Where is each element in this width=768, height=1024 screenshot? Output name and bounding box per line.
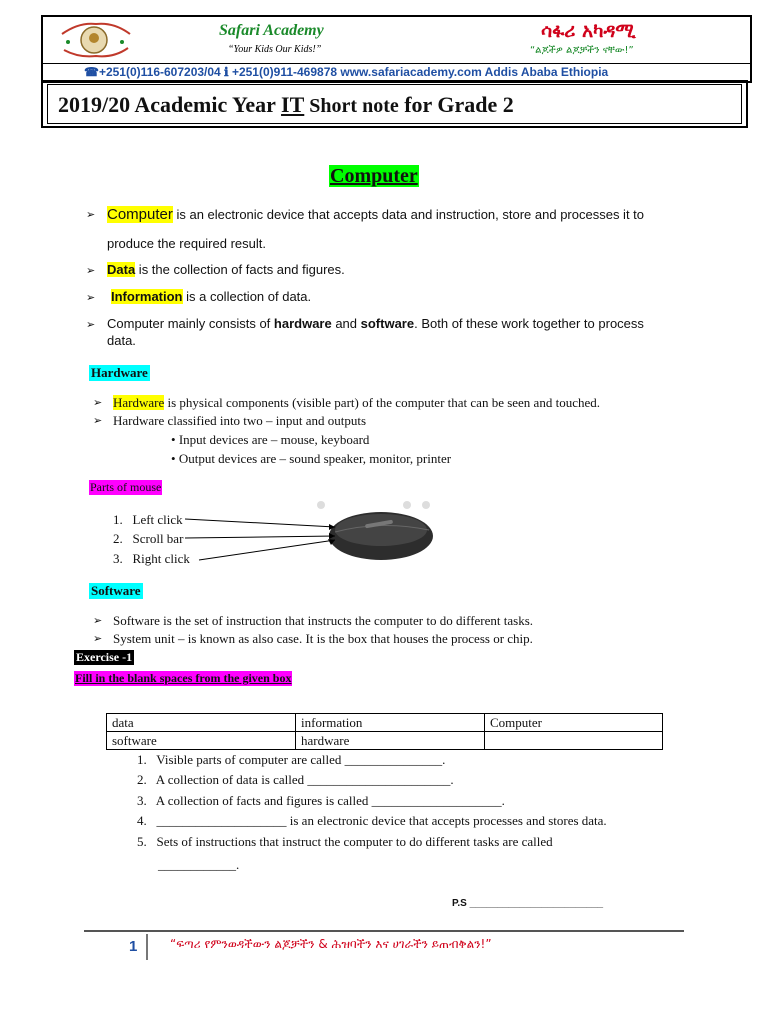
letterhead-top	[41, 15, 752, 65]
bullet-hardware-classified: Hardware classified into two – input and outputs	[113, 413, 367, 428]
brand-name-english: Safari Academy	[219, 22, 324, 39]
mouse-part-3: 3. Right click	[113, 551, 190, 566]
table-row	[107, 732, 663, 750]
table-cell: hardware	[296, 732, 485, 750]
mouse-part-2: 2. Scroll bar	[113, 531, 184, 546]
bullet-software: Software is the set of instruction that instructs the computer to do different tasks.	[113, 613, 534, 628]
main-heading: Computer	[330, 165, 418, 187]
bullet-computer-cont: produce the required result.	[107, 236, 266, 251]
bullet-hardware-software-cont: data.	[107, 333, 136, 348]
table-cell: information	[296, 714, 485, 732]
bullet-hardware-definition: Hardware is physical components (visible part) of the computer that can be seen and touched.	[113, 395, 600, 410]
footer-separator	[146, 934, 148, 960]
contact-info: ☎+251(0)116-607203/04 ℹ +251(0)911-469878 www.safariacademy.com Addis Ababa Ethiopia	[84, 65, 609, 79]
question-5-cont: ____________.	[158, 857, 240, 872]
table-cell	[485, 732, 663, 750]
section-heading-software: Software	[91, 583, 141, 598]
arrow-bullet-icon: ➢	[93, 614, 103, 627]
page-number: 1	[129, 938, 138, 955]
table-cell: Computer	[485, 714, 663, 732]
sub-bullet-output: • Output devices are – sound speaker, monitor, printer	[171, 451, 452, 466]
bullet-system-unit: System unit – is known as also case. It is the box that houses the process or chip.	[113, 631, 533, 646]
footer-motto: “ፍጣሪ የምንወዳችውን ልጆቻችን & ሕዝባችን እና ሀገራችን ይጠብቅልን!”	[170, 937, 492, 951]
arrow-bullet-icon: ➢	[86, 291, 96, 304]
computer-mouse-image	[185, 496, 445, 576]
question-1: 1. Visible parts of computer are called _______________.	[137, 752, 446, 767]
ps-signature-line: P.S ________________________	[452, 898, 604, 909]
section-heading-hardware: Hardware	[91, 365, 148, 380]
bullet-information: Information is a collection of data.	[111, 289, 312, 304]
word-bank-table	[106, 713, 663, 750]
question-5: 5. Sets of instructions that instruct the computer to do different tasks are called	[137, 834, 553, 849]
footer-divider	[84, 930, 684, 932]
brand-tagline-amharic: “ልጆችዎ ልጆቻችን ናቸው!”	[530, 45, 634, 56]
exercise-label: Exercise -1	[76, 650, 133, 664]
sub-bullet-input: • Input devices are – mouse, keyboard	[171, 432, 370, 447]
arrow-bullet-icon: ➢	[86, 318, 96, 331]
bullet-hardware-software: Computer mainly consists of hardware and software. Both of these work together to process	[107, 316, 644, 331]
question-2: 2. A collection of data is called ______________________.	[137, 772, 454, 787]
brand-tagline-english: “Your Kids Our Kids!”	[228, 44, 322, 55]
arrow-bullet-icon: ➢	[86, 264, 96, 277]
bullet-data: Data is the collection of facts and figures.	[107, 262, 345, 277]
arrow-bullet-icon: ➢	[93, 632, 103, 645]
bullet-computer: Computer is an electronic device that accepts data and instruction, store and processes it to	[107, 206, 645, 223]
question-3: 3. A collection of facts and figures is called ____________________.	[137, 793, 505, 808]
page-title: 2019/20 Academic Year IT Short note for Grade 2	[47, 84, 742, 124]
table-cell: software	[107, 732, 296, 750]
arrow-bullet-icon: ➢	[86, 208, 96, 221]
mouse-part-1: 1. Left click	[113, 512, 183, 527]
table-cell: data	[107, 714, 296, 732]
section-heading-mouse: Parts of mouse	[90, 480, 162, 494]
question-4: 4. ____________________ is an electronic device that accepts processes and stores data.	[137, 813, 607, 828]
safari-academy-logo	[54, 20, 138, 58]
table-row	[107, 714, 663, 732]
exercise-instruction: Fill in the blank spaces from the given box	[75, 671, 292, 685]
brand-name-amharic: ሳፋሪ አካዳሚ	[541, 20, 636, 42]
arrow-bullet-icon: ➢	[93, 396, 103, 409]
arrow-bullet-icon: ➢	[93, 414, 103, 427]
